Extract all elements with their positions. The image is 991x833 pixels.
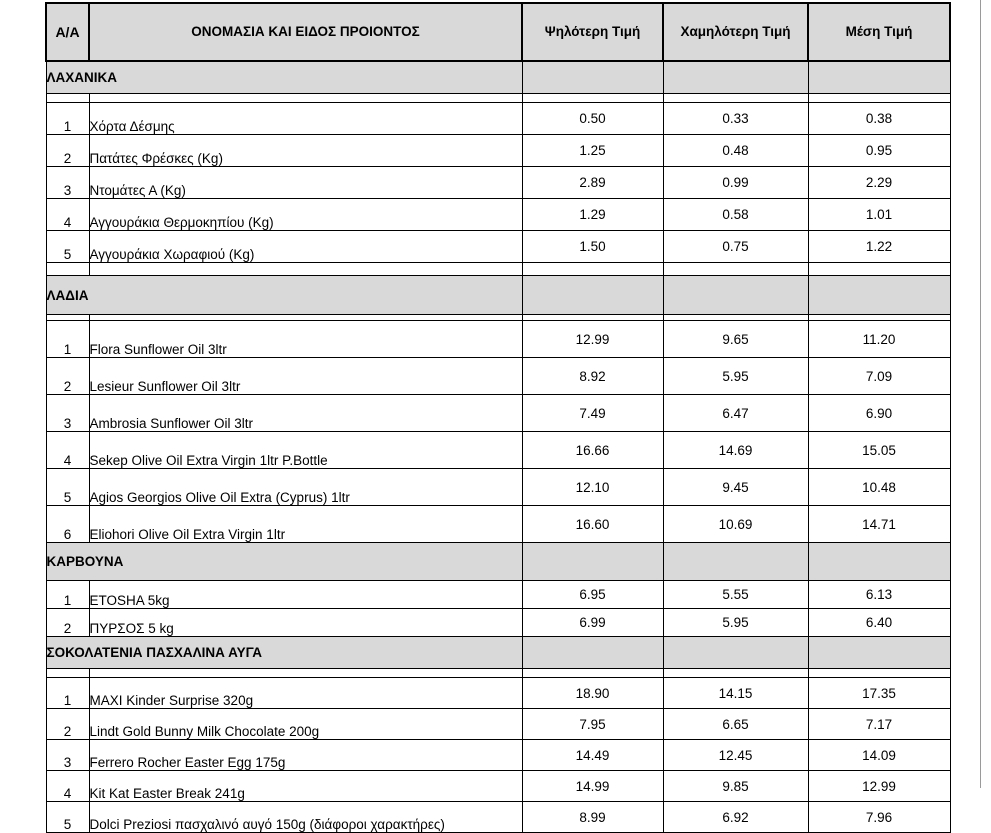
table-body (46, 61, 950, 833)
header-highest-price: Ψηλότερη Τιμή (522, 3, 663, 61)
product-row (46, 469, 950, 506)
highest-price: 6.99 (522, 609, 663, 637)
product-name: ETOSHA 5kg (89, 581, 522, 609)
average-price: 12.99 (808, 771, 950, 802)
spacer-cell (808, 669, 950, 678)
lowest-price: 5.95 (663, 358, 808, 395)
spacer-cell (663, 263, 808, 276)
product-row (46, 395, 950, 432)
row-number: 1 (46, 103, 89, 135)
row-number: 2 (46, 358, 89, 395)
highest-price: 16.66 (522, 432, 663, 469)
page-edge-line (980, 0, 981, 788)
highest-price: 6.95 (522, 581, 663, 609)
row-number: 4 (46, 771, 89, 802)
category-cell (522, 276, 663, 315)
row-number: 1 (46, 581, 89, 609)
average-price: 7.17 (808, 709, 950, 740)
product-name: Πατάτες Φρέσκες (Kg) (89, 135, 522, 167)
header-lowest-price: Χαμηλότερη Τιμή (663, 3, 808, 61)
category-cell (522, 61, 663, 94)
spacer-cell (89, 263, 522, 276)
product-row (46, 199, 950, 231)
product-row (46, 135, 950, 167)
average-price: 10.48 (808, 469, 950, 506)
category-name: ΣΟΚΟΛΑΤΕΝΙΑ ΠΑΣΧΑΛΙΝΑ ΑΥΓΑ (46, 637, 522, 669)
lowest-price: 0.33 (663, 103, 808, 135)
highest-price: 1.29 (522, 199, 663, 231)
product-name: Flora Sunflower Oil 3ltr (89, 321, 522, 358)
row-number: 5 (46, 469, 89, 506)
highest-price: 1.25 (522, 135, 663, 167)
product-name: Ambrosia Sunflower Oil 3ltr (89, 395, 522, 432)
category-row (46, 61, 950, 94)
highest-price: 1.50 (522, 231, 663, 263)
average-price: 17.35 (808, 678, 950, 709)
spacer-cell (808, 263, 950, 276)
average-price: 1.22 (808, 231, 950, 263)
product-name: Agios Georgios Olive Oil Extra (Cyprus) 1ltr (89, 469, 522, 506)
lowest-price: 9.65 (663, 321, 808, 358)
spacer-row (46, 94, 950, 103)
header-aa: Α/Α (46, 3, 89, 61)
lowest-price: 6.65 (663, 709, 808, 740)
highest-price: 18.90 (522, 678, 663, 709)
highest-price: 8.99 (522, 802, 663, 833)
product-row (46, 321, 950, 358)
lowest-price: 14.15 (663, 678, 808, 709)
spacer-cell (89, 94, 522, 103)
row-number: 6 (46, 506, 89, 543)
average-price: 6.90 (808, 395, 950, 432)
highest-price: 7.95 (522, 709, 663, 740)
highest-price: 14.99 (522, 771, 663, 802)
average-price: 1.01 (808, 199, 950, 231)
product-name: Χόρτα Δέσμης (89, 103, 522, 135)
category-cell (663, 637, 808, 669)
lowest-price: 6.92 (663, 802, 808, 833)
lowest-price: 9.85 (663, 771, 808, 802)
category-cell (808, 61, 950, 94)
row-number: 4 (46, 199, 89, 231)
average-price: 15.05 (808, 432, 950, 469)
product-row (46, 678, 950, 709)
spacer-cell (522, 669, 663, 678)
category-cell (808, 276, 950, 315)
category-cell (663, 543, 808, 581)
lowest-price: 6.47 (663, 395, 808, 432)
average-price: 2.29 (808, 167, 950, 199)
product-name: Ντομάτες Α (Kg) (89, 167, 522, 199)
average-price: 0.95 (808, 135, 950, 167)
row-number: 2 (46, 609, 89, 637)
average-price: 6.40 (808, 609, 950, 637)
product-name: Αγγουράκια Θερμοκηπίου (Kg) (89, 199, 522, 231)
spacer-cell (89, 669, 522, 678)
lowest-price: 14.69 (663, 432, 808, 469)
category-row (46, 637, 950, 669)
product-row (46, 167, 950, 199)
spacer-row (46, 263, 950, 276)
average-price: 6.13 (808, 581, 950, 609)
lowest-price: 5.95 (663, 609, 808, 637)
category-cell (522, 637, 663, 669)
row-number: 4 (46, 432, 89, 469)
product-row (46, 709, 950, 740)
product-row (46, 609, 950, 637)
lowest-price: 5.55 (663, 581, 808, 609)
row-number: 3 (46, 395, 89, 432)
product-row (46, 771, 950, 802)
product-row (46, 581, 950, 609)
row-number: 1 (46, 678, 89, 709)
product-row (46, 740, 950, 771)
row-number: 1 (46, 321, 89, 358)
product-row (46, 358, 950, 395)
average-price: 11.20 (808, 321, 950, 358)
category-row (46, 543, 950, 581)
table-header-row (46, 3, 950, 61)
highest-price: 0.50 (522, 103, 663, 135)
spacer-cell (808, 94, 950, 103)
lowest-price: 10.69 (663, 506, 808, 543)
highest-price: 2.89 (522, 167, 663, 199)
spacer-cell (46, 94, 89, 103)
spacer-cell (46, 263, 89, 276)
product-name: Dolci Preziosi πασχαλινό αυγό 150g (διάφοροι χαρακτήρες) (89, 802, 522, 833)
product-name: Kit Kat Easter Break 241g (89, 771, 522, 802)
row-number: 5 (46, 231, 89, 263)
highest-price: 12.99 (522, 321, 663, 358)
product-name: MAXI Kinder Surprise 320g (89, 678, 522, 709)
highest-price: 12.10 (522, 469, 663, 506)
lowest-price: 0.48 (663, 135, 808, 167)
spacer-row (46, 669, 950, 678)
lowest-price: 0.75 (663, 231, 808, 263)
category-name: ΛΑΔΙΑ (46, 276, 522, 315)
spacer-cell (663, 94, 808, 103)
spacer-cell (663, 669, 808, 678)
row-number: 2 (46, 709, 89, 740)
average-price: 0.38 (808, 103, 950, 135)
highest-price: 14.49 (522, 740, 663, 771)
average-price: 14.09 (808, 740, 950, 771)
product-row (46, 506, 950, 543)
category-cell (663, 61, 808, 94)
category-cell (663, 276, 808, 315)
category-name: ΛΑΧΑΝΙΚΑ (46, 61, 522, 94)
lowest-price: 12.45 (663, 740, 808, 771)
category-cell (808, 543, 950, 581)
product-name: Lindt Gold Bunny Milk Chocolate 200g (89, 709, 522, 740)
average-price: 7.09 (808, 358, 950, 395)
row-number: 5 (46, 802, 89, 833)
header-product-name: ΟΝΟΜΑΣΙΑ ΚΑΙ ΕΙΔΟΣ ΠΡΟΙΟΝΤΟΣ (89, 3, 522, 61)
product-row (46, 103, 950, 135)
lowest-price: 0.99 (663, 167, 808, 199)
product-row (46, 231, 950, 263)
product-name: Eliohori Olive Oil Extra Virgin 1ltr (89, 506, 522, 543)
average-price: 7.96 (808, 802, 950, 833)
average-price: 14.71 (808, 506, 950, 543)
lowest-price: 0.58 (663, 199, 808, 231)
row-number: 2 (46, 135, 89, 167)
header-average-price: Μέση Τιμή (808, 3, 950, 61)
product-row (46, 432, 950, 469)
product-name: Αγγουράκια Χωραφιού (Kg) (89, 231, 522, 263)
highest-price: 16.60 (522, 506, 663, 543)
category-cell (522, 543, 663, 581)
spacer-cell (46, 669, 89, 678)
price-table (45, 2, 951, 833)
row-number: 3 (46, 167, 89, 199)
product-name: Sekep Olive Oil Extra Virgin 1ltr P.Bottle (89, 432, 522, 469)
category-cell (808, 637, 950, 669)
spacer-cell (522, 94, 663, 103)
category-name: ΚΑΡΒΟΥΝΑ (46, 543, 522, 581)
product-name: Lesieur Sunflower Oil 3ltr (89, 358, 522, 395)
product-row (46, 802, 950, 833)
product-name: Ferrero Rocher Easter Egg 175g (89, 740, 522, 771)
category-row (46, 276, 950, 315)
product-name: ΠΥΡΣΟΣ 5 kg (89, 609, 522, 637)
highest-price: 8.92 (522, 358, 663, 395)
spacer-cell (522, 263, 663, 276)
lowest-price: 9.45 (663, 469, 808, 506)
row-number: 3 (46, 740, 89, 771)
highest-price: 7.49 (522, 395, 663, 432)
